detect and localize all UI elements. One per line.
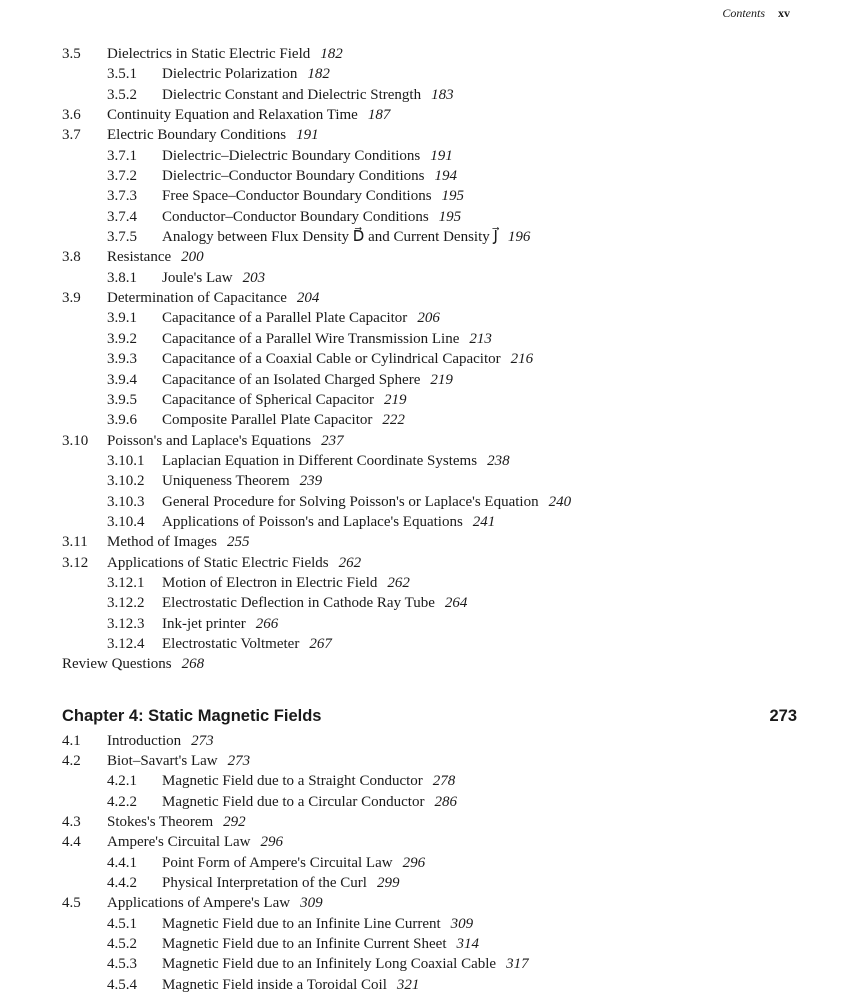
toc-entry-number: 3.9.6 (107, 412, 137, 429)
toc-entry-title: Conductor–Conductor Boundary Conditions (162, 208, 429, 225)
toc-entry-number: 3.9.4 (107, 371, 137, 388)
toc-entry-title-wrap (107, 751, 250, 771)
toc-entry-title-wrap (162, 771, 455, 791)
toc-entry-title-wrap (162, 573, 410, 593)
toc-entry (62, 614, 797, 634)
toc-entry-page-number: 296 (260, 834, 283, 851)
toc-entry-title-wrap (107, 105, 390, 125)
toc-entry-page-number: 286 (434, 793, 457, 810)
toc-entry (62, 731, 797, 751)
toc-entry-page-number: 262 (338, 554, 362, 571)
toc-entry-number: 3.7.4 (107, 208, 137, 225)
toc-entry-number: 4.5.4 (107, 976, 137, 993)
toc-entry (62, 370, 797, 390)
toc-entry-title-wrap (162, 471, 322, 491)
toc-entry-title-wrap (62, 654, 204, 674)
toc-entry (62, 146, 797, 166)
toc-entry-number: 3.6 (62, 107, 81, 124)
toc-entry-title-wrap (162, 370, 453, 390)
toc-entry-page-number: 240 (548, 493, 572, 510)
toc-entry-title-wrap (107, 731, 214, 751)
toc-entry (62, 873, 797, 893)
toc-entry-title-wrap (162, 512, 495, 532)
toc-entry-title: Uniqueness Theorem (162, 473, 290, 490)
toc-entry-number: 3.5.2 (107, 86, 137, 103)
toc-entry-title: Electric Boundary Conditions (107, 127, 287, 144)
toc-entry (62, 44, 797, 64)
toc-entry-title-wrap (162, 85, 454, 105)
toc-entry (62, 751, 797, 771)
toc-entry (62, 451, 797, 471)
chapter-title: Chapter 4: Static Magnetic Fields (62, 706, 322, 725)
toc-entry-number: 4.2 (62, 753, 81, 769)
toc-entry-page-number: 200 (181, 249, 204, 266)
toc-entry-number: 4.4.2 (107, 875, 137, 892)
toc-entry-title: Applications of Poisson's and Laplace's Equations (162, 513, 463, 530)
toc-entry-number: 3.9 (62, 290, 81, 307)
toc-entry-title: Applications of Static Electric Fields (107, 554, 329, 571)
toc-entry-page-number: 292 (223, 814, 246, 831)
toc-entry-title: Applications of Ampere's Law (107, 895, 291, 912)
toc-entry-number: 3.8 (62, 249, 81, 266)
toc-entry-page-number: 196 (507, 229, 531, 246)
toc-entry (62, 471, 797, 491)
toc-entry (62, 832, 797, 852)
toc-entry-number: 4.1 (62, 732, 81, 749)
toc-entry-title: Continuity Equation and Relaxation Time (107, 107, 358, 124)
toc-entry (62, 532, 797, 552)
toc-entry-title-wrap (107, 125, 319, 145)
toc-entry-number: 3.11 (62, 534, 88, 551)
toc-entry-page-number: 182 (320, 46, 343, 62)
toc-entry-number: 3.8.1 (107, 269, 137, 286)
toc-entry-title: Physical Interpretation of the Curl (162, 875, 367, 892)
toc-entry (62, 914, 797, 934)
toc-entry-title: Dielectric Polarization (162, 66, 298, 83)
toc-entry (62, 166, 797, 186)
toc-entry-number: 3.7.5 (107, 229, 137, 246)
toc-entry-number: 4.4 (62, 834, 81, 851)
toc-entry-title: Method of Images (107, 534, 217, 551)
toc-entry-title-wrap (107, 553, 361, 573)
toc-entry-page-number: 222 (382, 412, 405, 429)
toc-entry-page-number: 194 (434, 168, 457, 185)
toc-entry-title: Joule's Law (162, 269, 233, 286)
toc-entry-number: 3.5 (62, 46, 81, 62)
toc-entry-title: General Procedure for Solving Poisson's or Laplace's Equation (162, 493, 539, 510)
toc-entry-title-wrap (162, 614, 278, 634)
toc-entry-title-wrap (162, 64, 330, 84)
toc-entry-title: Dielectric–Dielectric Boundary Conditions (162, 147, 421, 164)
toc-entry-page-number: 309 (450, 915, 474, 932)
toc-list-chapter-3 (62, 44, 797, 675)
toc-entry (62, 812, 797, 832)
toc-entry-page-number: 309 (300, 895, 323, 912)
toc-entry-title: Stokes's Theorem (107, 814, 214, 831)
toc-entry-title: Laplacian Equation in Different Coordinate Systems (162, 452, 478, 469)
toc-entry-title-wrap (107, 44, 343, 64)
toc-entry-number: 4.3 (62, 814, 81, 831)
toc-entry-title-wrap (162, 873, 399, 893)
toc-entry-title-wrap (162, 975, 419, 995)
toc-entry-number: 3.12.2 (107, 595, 145, 612)
toc-entry (62, 125, 797, 145)
toc-entry (62, 553, 797, 573)
toc-entry-number: 3.7.2 (107, 168, 137, 185)
toc-entry-page-number: 237 (321, 432, 344, 449)
toc-entry-title-wrap (162, 390, 407, 410)
toc-entry (62, 975, 797, 995)
toc-entry-page-number: 321 (396, 976, 420, 993)
toc-entry-page-number: 216 (510, 351, 534, 368)
toc-entry-title: Capacitance of a Parallel Plate Capacitor (162, 310, 408, 327)
toc-entry-number: 3.10.1 (107, 452, 145, 469)
toc-entry-title: Poisson's and Laplace's Equations (107, 432, 312, 449)
toc-entry-title: Magnetic Field inside a Toroidal Coil (162, 976, 387, 993)
toc-entry-title: Analogy between Flux Density D⃗ and Current Density J⃗ (162, 229, 498, 246)
toc-entry (62, 105, 797, 125)
toc-entry-title: Dielectric–Conductor Boundary Conditions (162, 168, 425, 185)
toc-entry-page-number: 314 (456, 936, 480, 953)
toc-entry (62, 390, 797, 410)
toc-entry-title: Ink-jet printer (162, 615, 246, 632)
toc-entry-page-number: 273 (191, 732, 214, 749)
toc-entry-title-wrap (162, 186, 464, 206)
toc-entry-title-wrap (162, 349, 533, 369)
toc-entry (62, 207, 797, 227)
toc-entry-title-wrap (162, 914, 473, 934)
toc-entry-page-number: 203 (242, 269, 266, 286)
toc-entry-title-wrap (162, 227, 530, 247)
toc-entry-page-number: 273 (227, 753, 251, 769)
toc-entry-page-number: 183 (431, 86, 454, 103)
toc-entry-title-wrap (162, 954, 529, 974)
toc-entry-title: Capacitance of an Isolated Charged Sphere (162, 371, 421, 388)
toc-entry-number: 4.4.1 (107, 854, 137, 871)
toc-entry-title-wrap (162, 308, 440, 328)
toc-entry-title-wrap (162, 329, 492, 349)
toc-entry (62, 268, 797, 288)
toc-entry-title: Dielectric Constant and Dielectric Strength (162, 86, 422, 103)
toc-entry (62, 853, 797, 873)
toc-entry-title: Magnetic Field due to an Infinitely Long Coaxial Cable (162, 956, 497, 973)
toc-entry-page-number: 268 (181, 656, 205, 673)
toc-entry (62, 247, 797, 267)
table-of-contents (62, 44, 797, 995)
toc-entry (62, 227, 797, 247)
toc-entry (62, 431, 797, 451)
toc-entry (62, 634, 797, 654)
toc-entry-title-wrap (107, 832, 283, 852)
toc-entry-title: Free Space–Conductor Boundary Conditions (162, 188, 432, 205)
toc-entry-number: 4.2.2 (107, 793, 137, 810)
toc-entry-page-number: 204 (296, 290, 320, 307)
toc-entry-number: 3.12.1 (107, 574, 145, 591)
toc-entry (62, 85, 797, 105)
toc-entry (62, 410, 797, 430)
toc-entry-page-number: 241 (472, 513, 496, 530)
toc-entry-number: 4.5.2 (107, 936, 137, 953)
toc-entry (62, 288, 797, 308)
toc-entry (62, 893, 797, 913)
toc-entry-page-number: 213 (469, 330, 492, 347)
toc-entry (62, 329, 797, 349)
toc-entry-number: 3.12.4 (107, 635, 145, 652)
toc-entry (62, 349, 797, 369)
toc-entry-title-wrap (162, 166, 457, 186)
toc-entry-title-wrap (162, 792, 457, 812)
toc-entry-number: 4.5.3 (107, 956, 137, 973)
toc-entry-number: 3.10.2 (107, 473, 145, 490)
toc-entry-page-number: 264 (444, 595, 468, 612)
toc-entry-number: 4.5 (62, 895, 81, 912)
toc-entry (62, 954, 797, 974)
toc-entry-number: 3.7.3 (107, 188, 137, 205)
toc-entry-title: Magnetic Field due to an Infinite Line Current (162, 915, 441, 932)
toc-entry-title: Determination of Capacitance (107, 290, 287, 307)
toc-entry-title: Electrostatic Voltmeter (162, 635, 300, 652)
toc-entry-number: 3.7.1 (107, 147, 137, 164)
toc-entry-title: Dielectrics in Static Electric Field (107, 46, 311, 62)
toc-entry (62, 573, 797, 593)
toc-entry-page-number: 267 (309, 635, 332, 652)
toc-entry-title-wrap (162, 492, 571, 512)
toc-entry-title: Ampere's Circuital Law (107, 834, 251, 851)
toc-entry-page-number: 278 (432, 773, 456, 790)
toc-entry-page-number: 182 (307, 66, 330, 83)
toc-entry-number: 3.9.5 (107, 391, 137, 408)
toc-entry-number: 4.2.1 (107, 773, 137, 790)
toc-entry (62, 186, 797, 206)
chapter-page-number: 273 (769, 706, 797, 725)
toc-entry-title: Magnetic Field due to a Straight Conductor (162, 773, 423, 790)
toc-entry-title-wrap (162, 146, 453, 166)
toc-entry-page-number: 255 (226, 534, 250, 551)
toc-entry-title-wrap (162, 934, 479, 954)
toc-entry-number: 3.10.3 (107, 493, 145, 510)
toc-entry-title: Biot–Savart's Law (107, 753, 218, 769)
running-head (722, 6, 790, 21)
toc-entry-title: Introduction (107, 732, 182, 749)
toc-entry-number: 3.12 (62, 554, 89, 571)
toc-list-chapter-4 (62, 731, 797, 995)
toc-entry (62, 64, 797, 84)
toc-entry-page-number: 191 (430, 147, 453, 164)
toc-entry-title-wrap (107, 288, 319, 308)
toc-entry-number: 3.9.1 (107, 310, 137, 327)
toc-entry-number: 4.5.1 (107, 915, 137, 932)
toc-entry-number: 3.5.1 (107, 66, 137, 83)
toc-entry-page-number: 296 (402, 854, 426, 871)
toc-entry-title: Magnetic Field due to an Infinite Current Sheet (162, 936, 447, 953)
toc-entry-title-wrap (162, 207, 461, 227)
toc-entry-title: Motion of Electron in Electric Field (162, 574, 378, 591)
toc-entry-page-number: 262 (387, 574, 410, 591)
toc-entry (62, 492, 797, 512)
toc-entry-title: Capacitance of a Coaxial Cable or Cylindrical Capacitor (162, 351, 501, 368)
toc-entry-title: Magnetic Field due to a Circular Conductor (162, 793, 425, 810)
toc-entry-title-wrap (162, 853, 425, 873)
toc-entry-page-number: 219 (384, 391, 407, 408)
toc-entry-title-wrap (107, 431, 344, 451)
toc-entry-title: Composite Parallel Plate Capacitor (162, 412, 373, 429)
running-head-page-number: xv (778, 6, 790, 20)
toc-entry (62, 308, 797, 328)
toc-entry (62, 771, 797, 791)
toc-entry-page-number: 219 (430, 371, 453, 388)
toc-entry-page-number: 299 (376, 875, 400, 892)
toc-entry-title-wrap (162, 593, 467, 613)
toc-entry-title: Resistance (107, 249, 172, 266)
toc-entry-title-wrap (107, 893, 323, 913)
toc-entry-number: 3.7 (62, 127, 81, 144)
toc-entry-page-number: 239 (299, 473, 323, 490)
toc-entry-number: 3.10 (62, 432, 89, 449)
toc-entry-page-number: 266 (255, 615, 279, 632)
toc-entry-title: Electrostatic Deflection in Cathode Ray Tube (162, 595, 435, 612)
toc-entry (62, 593, 797, 613)
toc-entry-page-number: 191 (296, 127, 319, 144)
toc-entry-number: 3.9.2 (107, 330, 137, 347)
chapter-heading (62, 701, 797, 731)
toc-entry-page-number: 187 (367, 107, 391, 124)
running-head-title: Contents (722, 6, 765, 20)
toc-entry-number: 3.9.3 (107, 351, 137, 368)
toc-entry-title-wrap (162, 410, 405, 430)
toc-entry-title-wrap (162, 634, 332, 654)
toc-entry-page-number: 195 (438, 208, 462, 225)
toc-entry-title-wrap (107, 812, 246, 832)
toc-entry-title-wrap (107, 532, 249, 552)
toc-entry-page-number: 195 (441, 188, 465, 205)
toc-entry-title: Capacitance of Spherical Capacitor (162, 391, 374, 408)
toc-entry-page-number: 206 (417, 310, 440, 327)
toc-entry-page-number: 317 (506, 956, 529, 973)
toc-entry-title-wrap (162, 268, 265, 288)
toc-entry-number: 3.10.4 (107, 513, 145, 530)
toc-entry-title: Review Questions (62, 656, 172, 673)
toc-entry-number: 3.12.3 (107, 615, 145, 632)
toc-entry (62, 792, 797, 812)
toc-entry-title: Point Form of Ampere's Circuital Law (162, 854, 393, 871)
toc-entry-title-wrap (162, 451, 510, 471)
toc-entry (62, 654, 797, 674)
toc-entry (62, 934, 797, 954)
toc-entry (62, 512, 797, 532)
toc-entry-page-number: 238 (487, 452, 510, 469)
toc-entry-title-wrap (107, 247, 204, 267)
toc-entry-title: Capacitance of a Parallel Wire Transmission Line (162, 330, 460, 347)
